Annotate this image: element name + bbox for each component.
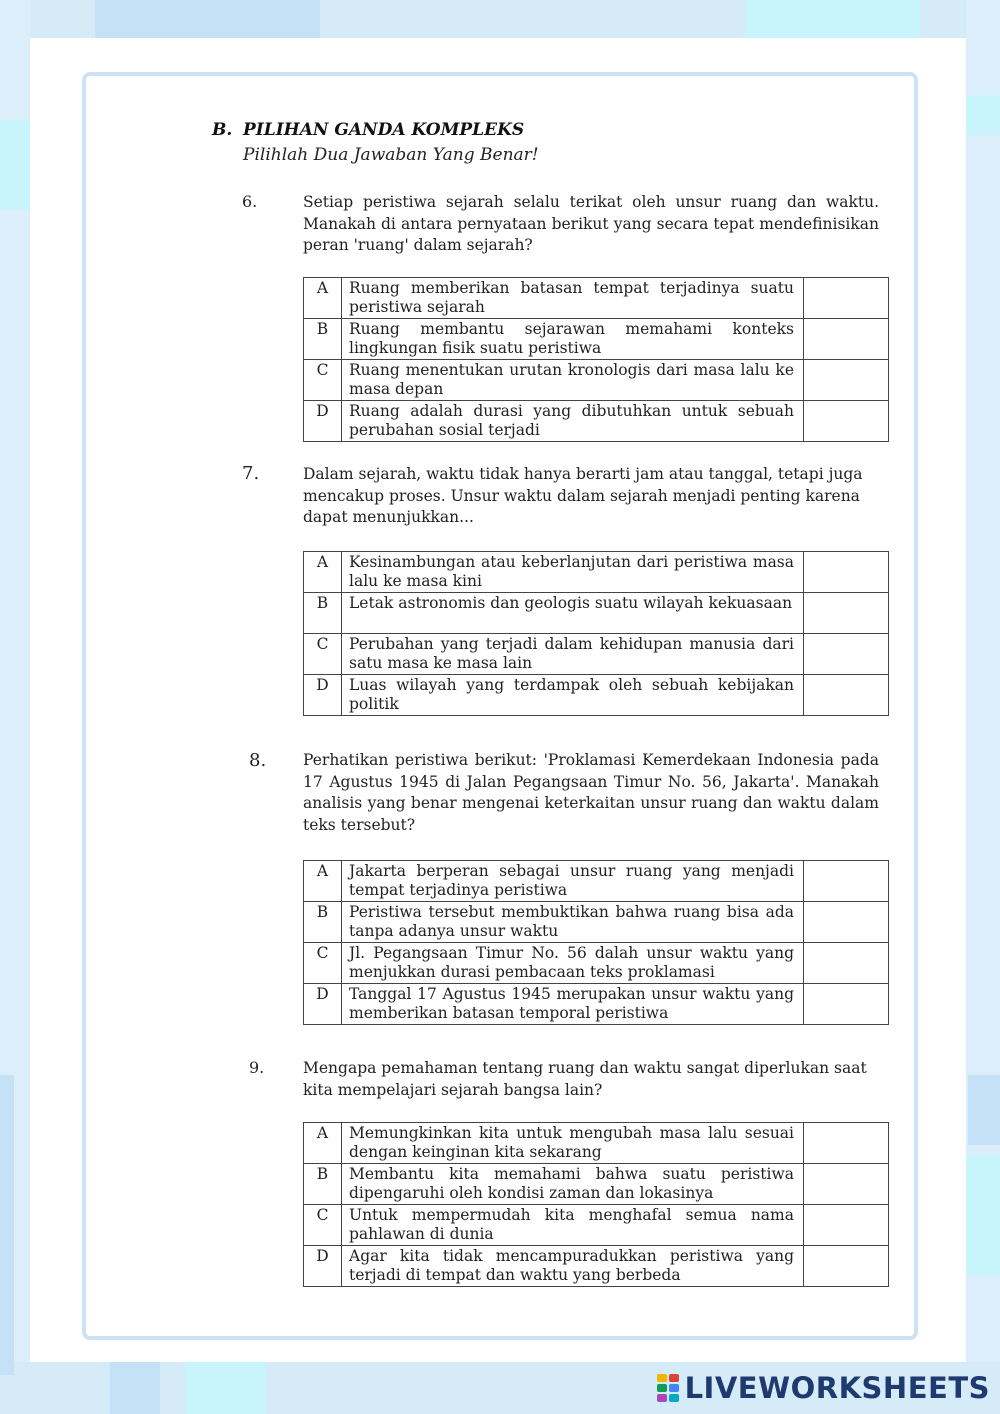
option-label: C [304, 1205, 342, 1246]
option-text: Membantu kita memahami bahwa suatu peristiwa dipengaruhi oleh kondisi zaman dan lokasinya [342, 1164, 804, 1205]
answer-checkbox-cell[interactable] [804, 1246, 889, 1287]
answer-checkbox-cell[interactable] [804, 1164, 889, 1205]
option-label: D [304, 401, 342, 442]
question-number: 9. [249, 1058, 265, 1077]
answer-checkbox-cell[interactable] [804, 1123, 889, 1164]
option-row [304, 861, 889, 902]
question-text: Mengapa pemahaman tentang ruang dan waktu sangat diperlukan saat kita mempelajari sejarah bangsa lain? [303, 1059, 867, 1099]
section-letter: B. [212, 120, 233, 140]
options-table [303, 277, 889, 442]
option-row [304, 319, 889, 360]
section-heading [212, 120, 524, 140]
option-label: D [304, 1246, 342, 1287]
answer-checkbox-cell[interactable] [804, 593, 889, 634]
section-title: PILIHAN GANDA KOMPLEKS [243, 120, 525, 140]
liveworksheets-logo-icon [657, 1374, 679, 1402]
option-label: D [304, 675, 342, 716]
option-text: Memungkinkan kita untuk mengubah masa lalu sesuai dengan keinginan kita sekarang [342, 1123, 804, 1164]
section-instruction: Pilihlah Dua Jawaban Yang Benar! [243, 145, 539, 165]
option-row [304, 1123, 889, 1164]
options-table [303, 860, 889, 1025]
answer-checkbox-cell[interactable] [804, 861, 889, 902]
option-text: Jakarta berperan sebagai unsur ruang yang menjadi tempat terjadinya peristiwa [342, 861, 804, 902]
bg-decoration [95, 0, 320, 38]
options-table [303, 551, 889, 716]
question-text: Setiap peristiwa sejarah selalu terikat oleh unsur ruang dan waktu. Manakah di antara pernyataan berikut yang secara tepat mendefinisikan peran 'ruang' dalam sejarah? [303, 193, 879, 254]
options-table [303, 1122, 889, 1287]
answer-checkbox-cell[interactable] [804, 943, 889, 984]
option-label: B [304, 593, 342, 634]
answer-checkbox-cell[interactable] [804, 984, 889, 1025]
option-label: D [304, 984, 342, 1025]
option-label: A [304, 861, 342, 902]
liveworksheets-logo[interactable] [657, 1370, 990, 1406]
option-row [304, 552, 889, 593]
answer-checkbox-cell[interactable] [804, 1205, 889, 1246]
option-text: Agar kita tidak mencampuradukkan peristiwa yang terjadi di tempat dan waktu yang berbeda [342, 1246, 804, 1287]
answer-checkbox-cell[interactable] [804, 675, 889, 716]
option-label: C [304, 943, 342, 984]
option-text: Peristiwa tersebut membuktikan bahwa ruang bisa ada tanpa adanya unsur waktu [342, 902, 804, 943]
option-label: A [304, 1123, 342, 1164]
bg-decoration [745, 0, 920, 38]
answer-checkbox-cell[interactable] [804, 278, 889, 319]
option-text: Tanggal 17 Agustus 1945 merupakan unsur waktu yang memberikan batasan temporal peristiwa [342, 984, 804, 1025]
option-label: C [304, 634, 342, 675]
option-row [304, 278, 889, 319]
bg-decoration [185, 1362, 265, 1414]
question-number: 7. [242, 463, 260, 484]
option-text: Kesinambungan atau keberlanjutan dari peristiwa masa lalu ke masa kini [342, 552, 804, 593]
answer-checkbox-cell[interactable] [804, 401, 889, 442]
answer-checkbox-cell[interactable] [804, 552, 889, 593]
option-label: A [304, 278, 342, 319]
option-label: B [304, 1164, 342, 1205]
option-row [304, 902, 889, 943]
option-row [304, 593, 889, 634]
option-row [304, 634, 889, 675]
option-text: Ruang membantu sejarawan memahami konteks lingkungan fisik suatu peristiwa [342, 319, 804, 360]
answer-checkbox-cell[interactable] [804, 360, 889, 401]
answer-checkbox-cell[interactable] [804, 319, 889, 360]
option-text: Luas wilayah yang terdampak oleh sebuah kebijakan politik [342, 675, 804, 716]
option-text: Perubahan yang terjadi dalam kehidupan manusia dari satu masa ke masa lain [342, 634, 804, 675]
option-label: B [304, 319, 342, 360]
option-row [304, 943, 889, 984]
option-row [304, 1246, 889, 1287]
answer-checkbox-cell[interactable] [804, 902, 889, 943]
question-number: 8. [249, 750, 267, 771]
option-label: B [304, 902, 342, 943]
option-row [304, 675, 889, 716]
option-row [304, 360, 889, 401]
option-row [304, 1164, 889, 1205]
question-text: Dalam sejarah, waktu tidak hanya berarti jam atau tanggal, tetapi juga mencakup proses. Unsur waktu dalam sejarah menjadi penting karena dapat menunjukkan... [303, 465, 863, 526]
option-row [304, 1205, 889, 1246]
option-row [304, 984, 889, 1025]
option-label: C [304, 360, 342, 401]
option-text: Untuk mempermudah kita menghafal semua nama pahlawan di dunia [342, 1205, 804, 1246]
option-text: Letak astronomis dan geologis suatu wilayah kekuasaan [342, 593, 804, 634]
option-row [304, 401, 889, 442]
option-text: Ruang memberikan batasan tempat terjadinya suatu peristiwa sejarah [342, 278, 804, 319]
option-label: A [304, 552, 342, 593]
answer-checkbox-cell[interactable] [804, 634, 889, 675]
option-text: Jl. Pegangsaan Timur No. 56 dalah unsur waktu yang menjukkan durasi pembacaan teks proklamasi [342, 943, 804, 984]
logo-text: LIVEWORKSHEETS [684, 1371, 990, 1405]
option-text: Ruang menentukan urutan kronologis dari masa lalu ke masa depan [342, 360, 804, 401]
bg-decoration [0, 1075, 14, 1375]
question-number: 6. [242, 192, 258, 211]
question-text: Perhatikan peristiwa berikut: 'Proklamasi Kemerdekaan Indonesia pada 17 Agustus 1945 di Jalan Pegangsaan Timur No. 56, Jakarta'. Manakah analisis yang benar mengenai keterkaitan unsur ruang dan waktu dalam teks tersebut? [303, 751, 879, 834]
bg-decoration [968, 1075, 1000, 1145]
option-text: Ruang adalah durasi yang dibutuhkan untuk sebuah perubahan sosial terjadi [342, 401, 804, 442]
